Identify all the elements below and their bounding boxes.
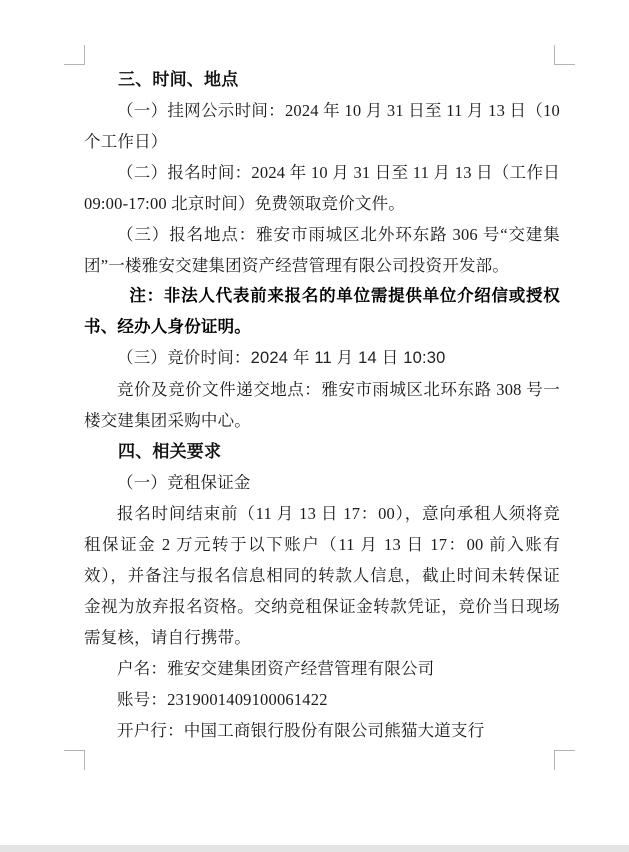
margin-crop-mark-top-right [554,45,575,65]
para-deposit-detail: 报名时间结束前（11 月 13 日 17：00），意向承租人须将竞租保证金 2 万元转于以下账户（11 月 13 日 17：00 前入账有效），并备注与报名信息相同的转款人信息，截止时间未转保证金视为放弃报名资格。交纳竞租保证金转款凭证，竞价当日现场需复核，请自行携带。 [84,504,560,647]
margin-crop-mark-bottom-left [64,750,85,770]
section-heading-time-place: 三、时间、地点 [118,70,239,89]
para-listing-publicity-time: （一）挂网公示时间：2024 年 10 月 31 日至 11 月 13 日（10 个工作日） [84,101,560,151]
para-bank-branch: 开户行：中国工商银行股份有限公司熊猫大道支行 [117,721,485,740]
document-body [84,64,560,746]
para-deposit-title: （一）竞租保证金 [117,473,251,492]
margin-crop-mark-bottom-right [554,750,575,770]
para-registration-place: （三）报名地点：雅安市雨城区北外环东路 306 号“交建集团”一楼雅安交建集团资产经营管理有限公司投资开发部。 [84,225,560,275]
para-note-authorization: 注：非法人代表前来报名的单位需提供单位介绍信或授权书、经办人身份证明。 [84,287,560,336]
para-bidding-time: （三）竞价时间：2024 年 11 月 14 日 10:30 [117,349,446,367]
section-heading-requirements: 四、相关要求 [118,442,222,461]
para-account-name: 户名：雅安交建集团资产经营管理有限公司 [117,659,435,678]
para-account-number: 账号：2319001409100061422 [117,690,328,709]
para-registration-time: （二）报名时间：2024 年 10 月 31 日至 11 月 13 日（工作日 09:00-17:00 北京时间）免费领取竞价文件。 [84,163,560,213]
margin-crop-mark-top-left [64,45,85,65]
page-edge-gap [0,845,629,852]
para-bidding-submission-place: 竞价及竞价文件递交地点：雅安市雨城区北环东路 308 号一楼交建集团采购中心。 [84,380,560,430]
